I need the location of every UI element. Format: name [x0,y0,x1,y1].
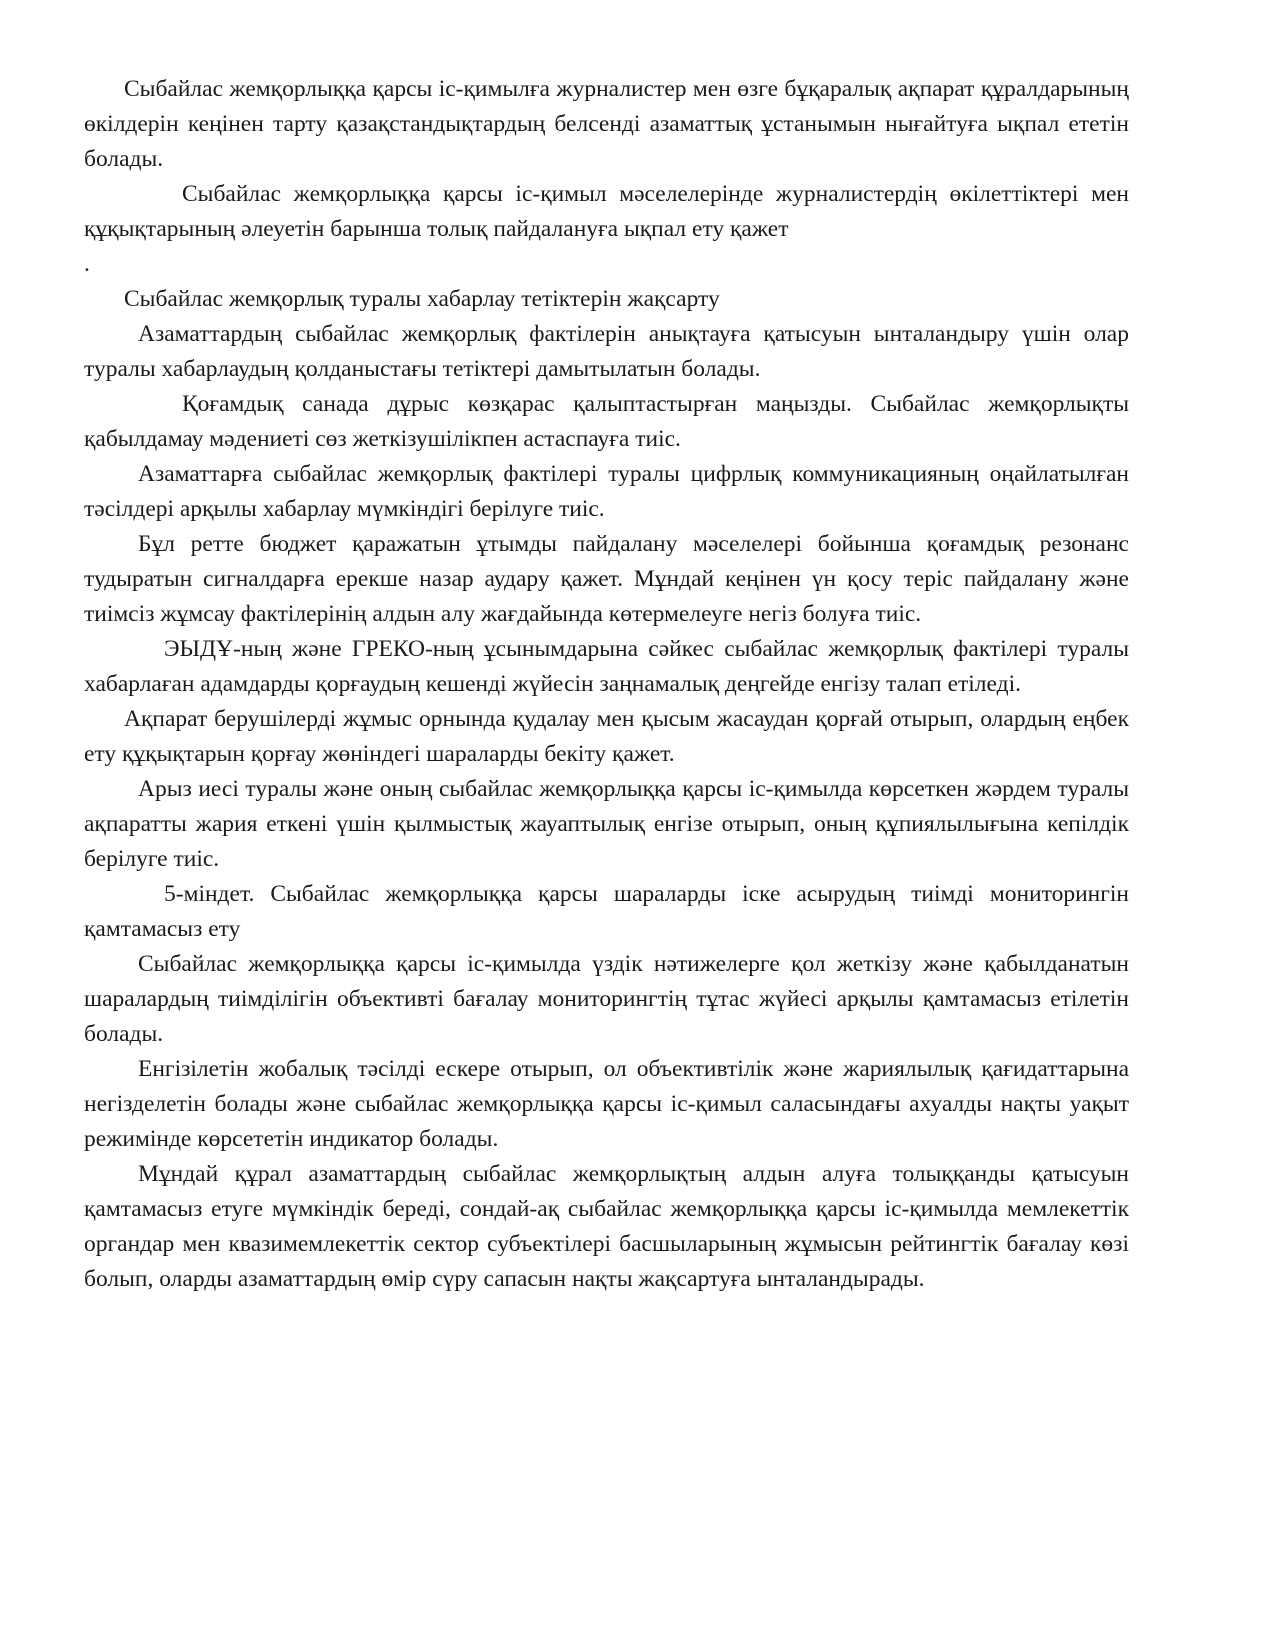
paragraph-monitoring-system: Сыбайлас жемқорлыққа қарсы іс-қимылда үздік нәтижелерге қол жеткізу және қабылданатын шаралардың тиімділігін объективті бағалау мониторингтің тұтас жүйесі арқылы қамтамасыз етілетін болады. [84,951,1129,1047]
paragraph-journalists-involvement: Сыбайлас жемқорлыққа қарсы іс-қимылға журналистер мен өзге бұқаралық ақпарат құралдарының өкілдерін кеңінен тарту қазақстандықтардың белсенді азаматтық ұстанымын нығайтуға ықпал ететін болады. [84,76,1129,172]
paragraph-stray-period: . [84,251,90,277]
paragraph-digital-reporting: Азаматтарға сыбайлас жемқорлық фактілері туралы цифрлық коммуникацияның оңайлатылған тәсілдері арқылы хабарлау мүмкіндігі берілуге тиіс. [84,461,1129,522]
paragraph-public-consciousness: Қоғамдық санада дұрыс көзқарас қалыптастырған маңызды. Сыбайлас жемқорлықты қабылдамау мәдениеті сөз жеткізушілікпен астаспауға тиіс. [84,391,1129,452]
paragraph-budget-signals: Бұл ретте бюджет қаражатын ұтымды пайдалану мәселелері бойынша қоғамдық резонанс тудыратын сигналдарға ерекше назар аудару қажет. Мұндай кеңінен үн қосу теріс пайдалану және тиімсіз жұмсау фактілерінің алдын алу жағдайында көтермелеуге негіз болуға тиіс. [84,531,1129,627]
paragraph-applicant-confidentiality: Арыз иесі туралы және оның сыбайлас жемқорлыққа қарсы іс-қимылда көрсеткен жәрдем туралы ақпаратты жария еткені үшін қылмыстық жауаптылық енгізе отырып, оның құпиялылығына кепілдік берілуге тиіс. [84,776,1129,872]
document-page [84,72,1129,1297]
paragraph-project-approach: Енгізілетін жобалық тәсілді ескере отырып, ол объективтілік және жариялылық қағидаттарына негізделетін болады және сыбайлас жемқорлыққа қарсы іс-қимыл саласындағы ахуалды нақты уақыт режимінде көрсететін индикатор болады. [84,1056,1129,1152]
paragraph-whistleblower-protection: Ақпарат берушілерді жұмыс орнында қудалау мен қысым жасаудан қорғай отырып, олардың еңбек ету құқықтарын қорғау жөніндегі шараларды бекіту қажет. [84,706,1129,767]
task-heading-monitoring: 5-міндет. Сыбайлас жемқорлыққа қарсы шараларды іске асырудың тиімді мониторингін қамтамасыз ету [84,881,1129,942]
paragraph-rating-tool: Мұндай құрал азаматтардың сыбайлас жемқорлықтың алдын алуға толыққанды қатысуын қамтамасыз етуге мүмкіндік береді, сондай-ақ сыбайлас жемқорлыққа қарсы іс-қимылда мемлекеттік органдар мен квазимемлекеттік сектор субъектілері басшыларының жұмысын рейтингтік бағалау көзі болып, оларды азаматтардың өмір сүру сапасын нақты жақсартуға ынталандырады. [84,1161,1129,1292]
paragraph-oecd-greco: ЭЫДҰ-ның және ГРЕКО-ның ұсынымдарына сәйкес сыбайлас жемқорлық фактілері туралы хабарлаған адамдарды қорғаудың кешенді жүйесін заңнамалық деңгейде енгізу талап етіледі. [84,636,1129,697]
paragraph-journalists-powers: Сыбайлас жемқорлыққа қарсы іс-қимыл мәселелерінде журналистердің өкілеттіктері мен құқықтарының әлеуетін барынша толық пайдалануға ықпал ету қажет [84,181,1129,242]
section-heading-reporting-mechanisms: Сыбайлас жемқорлық туралы хабарлау тетіктерін жақсарту [124,286,720,312]
paragraph-citizen-participation: Азаматтардың сыбайлас жемқорлық фактілерін анықтауға қатысуын ынталандыру үшін олар туралы хабарлаудың қолданыстағы тетіктері дамытылатын болады. [84,321,1129,382]
